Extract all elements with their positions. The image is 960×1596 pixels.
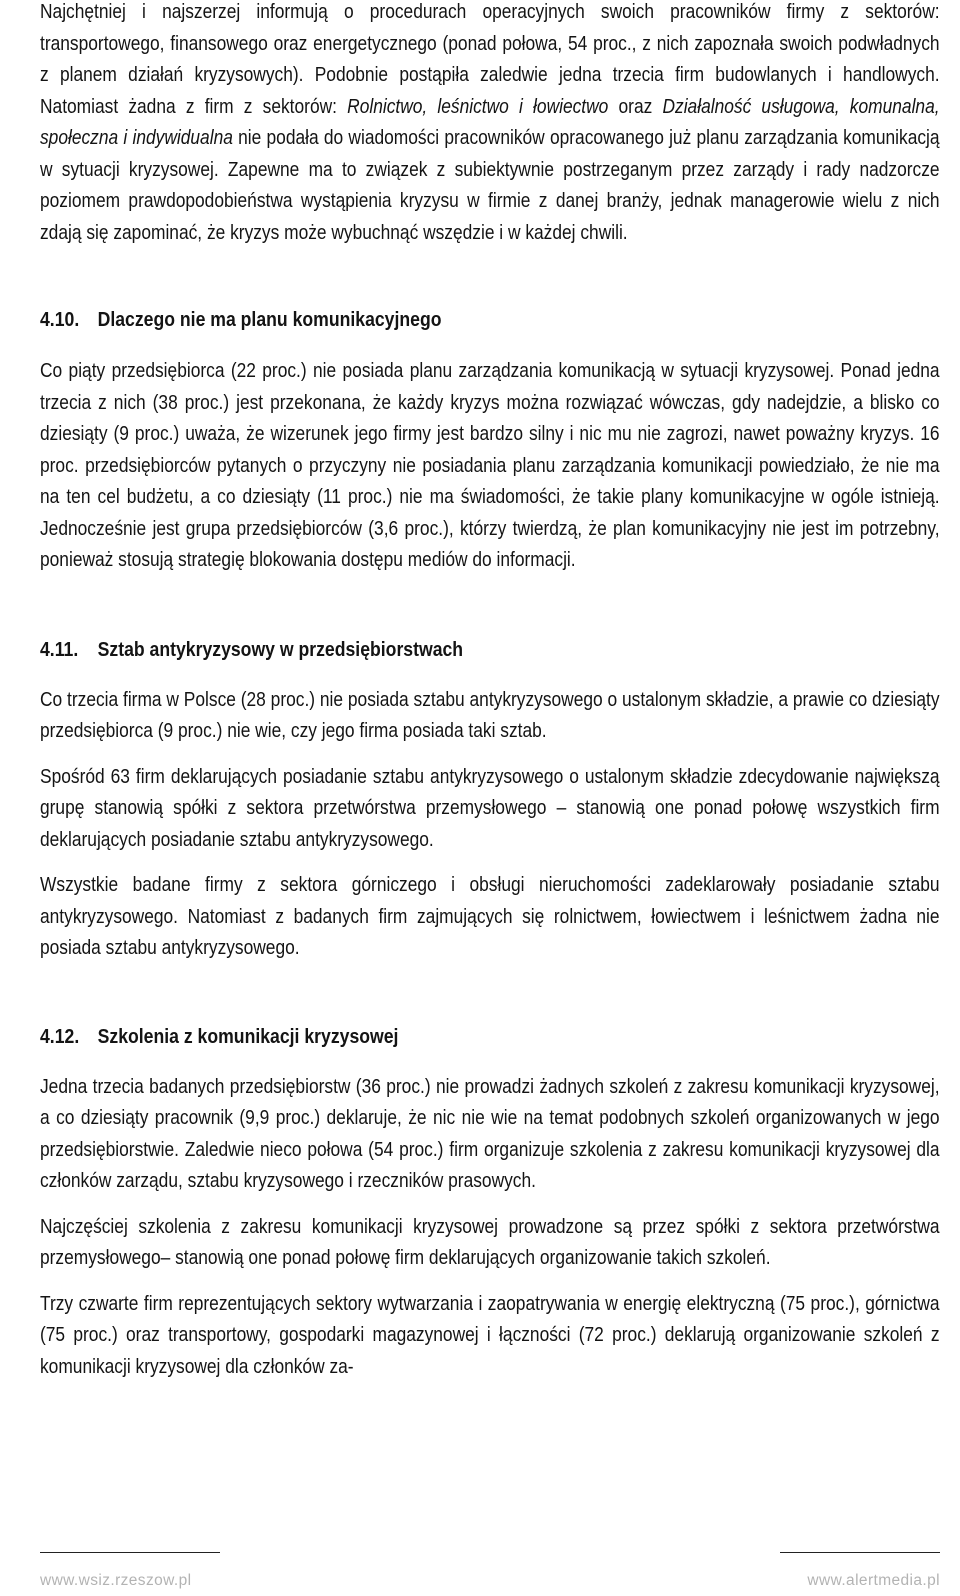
section-4-11-paragraph-1: Co trzecia firma w Polsce (28 proc.) nie posiada sztabu antykryzysowego o ustalonym składzie, a prawie co dziesiąty przedsiębiorca (9 proc.) nie wie, czy jego firma posiada taki sztab. <box>40 688 940 742</box>
footer-divider-right <box>780 1552 940 1553</box>
section-4-11-paragraph-3: Wszystkie badane firmy z sektora górniczego i obsługi nieruchomości zadeklarowały posiadanie sztabu antykryzysowego. Natomiast z badanych firm zajmujących się rolnictwem, łowiectwem i leśnictwem żadna nie posiada sztabu antykryzysowego. <box>40 874 940 959</box>
section-title: Dlaczego nie ma planu komunikacyjnego <box>97 308 442 331</box>
section-4-12-paragraph-2: Najczęściej szkolenia z zakresu komunikacji kryzysowej prowadzone są przez spółki z sektora przetwórstwa przemysłowego– stanowią one ponad połowę firm deklarujących organizowanie takich szkoleń. <box>40 1215 940 1269</box>
footer-link-right[interactable]: www.alertmedia.pl <box>807 1572 940 1589</box>
intro-italic-sector-2: Działalność usługowa, komunalna, społeczna i indywidualna <box>40 95 940 149</box>
section-number: 4.11. <box>40 637 79 661</box>
document-page <box>40 0 940 1383</box>
footer-divider-left <box>40 1552 220 1553</box>
section-title: Szkolenia z komunikacji kryzysowej <box>97 1024 399 1048</box>
section-4-11-paragraph-2: Spośród 63 firm deklarujących posiadanie sztabu antykryzysowego o ustalonym składzie zdecydowanie największą grupę stanowią spółki z sektora przetwórstwa przemysłowego – stanowią one ponad połowę wszystkich firm deklarujących posiadanie sztabu antykryzysowego. <box>40 765 940 851</box>
intro-italic-sector-1: Rolnictwo, leśnictwo i łowiectwo <box>347 95 609 118</box>
intro-paragraph <box>40 0 940 249</box>
intro-text-b: oraz <box>608 95 663 118</box>
intro-text-c: nie podała do wiadomości pracowników opracowanego już planu zarządzania komunikacją w sytuacji kryzysowej. Zapewne ma to związek z subiektywnie postrzeganym przez zarządy i rady nadzorcze poziomem prawdopodobieństwa wystąpienia kryzysu w firmie z danej branży, jednak managerowie wielu z nich zdają się zapominać, że kryzys może wybuchnąć wszędzie i w każdej chwili. <box>40 127 940 244</box>
section-heading-4-10 <box>40 305 940 335</box>
footer-link-left[interactable]: www.wsiz.rzeszow.pl <box>40 1572 192 1589</box>
section-title: Sztab antykryzysowy w przedsiębiorstwach <box>97 637 464 661</box>
section-4-12-paragraph-1: Jedna trzecia badanych przedsiębiorstw (36 proc.) nie prowadzi żadnych szkoleń z zakresu komunikacji kryzysowej, a co dziesiąty pracownik (9,9 proc.) deklaruje, że nic nie wie na temat podobnych szkoleń organizowanych w jego przedsiębiorstwie. Zaledwie nieco połowa (54 proc.) firm organizuje szkolenia z zakresu komunikacji kryzysowej dla członków zarządu, sztabu kryzysowego i rzeczników prasowych. <box>40 1075 940 1192</box>
section-4-12-paragraph-3: Trzy czwarte firm reprezentujących sektory wytwarzania i zaopatrywania w energię elektryczną (75 proc.), górnictwa (75 proc.) oraz transportowy, gospodarki magazynowej i łączności (72 proc.) deklarują organizowanie szkoleń z komunikacji kryzysowej dla członków za- <box>40 1292 940 1378</box>
section-heading-4-11 <box>40 635 940 665</box>
section-number: 4.10. <box>40 308 80 331</box>
intro-text-a: Najchętniej i najszerzej informują o procedurach operacyjnych swoich pracowników firmy z sektorów: transportowego, finansowego oraz energetycznego (ponad połowa, 54 proc., z nich zapoznała swoich podwładnych z planem działań kryzysowych). Podobnie postąpiła zaledwie jedna trzecia firm budowlanych i handlowych. Natomiast żadna z firm z sektorów: <box>40 1 940 118</box>
section-heading-4-12 <box>40 1022 940 1052</box>
section-number: 4.12. <box>40 1024 80 1048</box>
section-4-10-paragraph-1: Co piąty przedsiębiorca (22 proc.) nie posiada planu zarządzania komunikacją w sytuacji kryzysowej. Ponad jedna trzecia z nich (38 proc.) jest przekonana, że każdy kryzys można rozwiązać wówczas, gdy nadejdzie, a blisko co dziesiąty (9 proc.) uważa, że wizerunek jego firmy jest bardzo silny i nic mu nie zagrozi, nawet poważny kryzys. 16 proc. przedsiębiorców pytanych o przyczyny nie posiadania planu zarządzania komunikacji powiedziało, że nie ma na ten cel budżetu, a co dziesiąty (11 proc.) nie ma świadomości, że takie plany komunikacyjne w ogóle istnieją. Jednocześnie jest grupa przedsiębiorców (3,6 proc.), którzy twierdzą, że plan komunikacyjny nie jest im potrzebny, ponieważ stosują strategię blokowania dostępu mediów do informacji. <box>40 360 940 571</box>
